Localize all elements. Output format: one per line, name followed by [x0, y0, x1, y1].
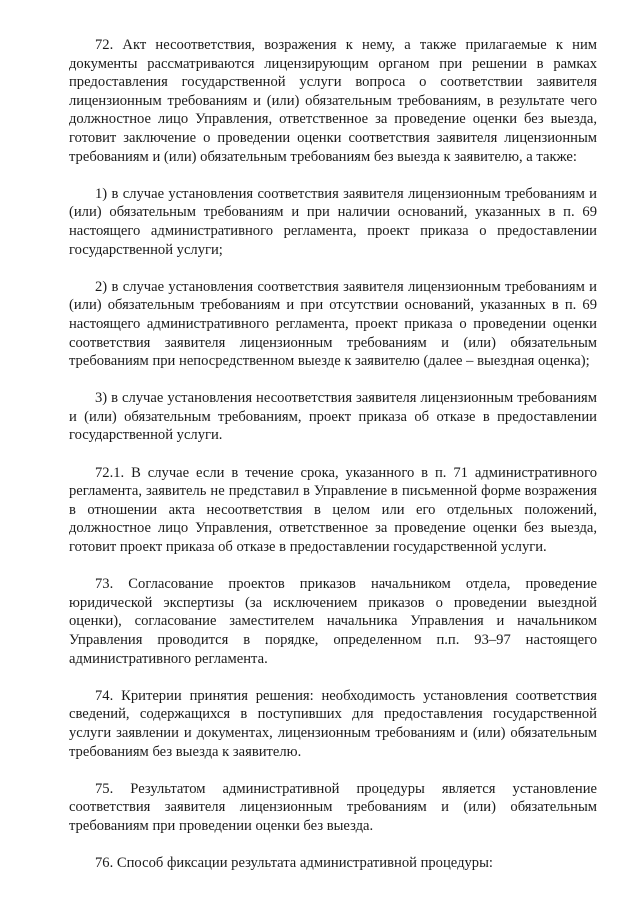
- paragraph-75: 75. Результатом административной процедуры является установление соответствия заявителя лицензионным требованиям и (или) обязательным требованиям при проведении оценки без выезда.: [69, 780, 597, 834]
- paragraph-72-item-2: 2) в случае установления соответствия заявителя лицензионным требованиям и (или) обязательным требованиям и при отсутствии оснований, указанных в п. 69 настоящего административного регламента, проект приказа о проведении оценки соответствия заявителя лицензионным требованиям и (или) обязательным требованиям при непосредственном выезде к заявителю (далее – выездная оценка);: [69, 278, 597, 370]
- paragraph-72-item-1: 1) в случае установления соответствия заявителя лицензионным требованиям и (или) обязательным требованиям и при наличии оснований, указанных в п. 69 настоящего административного регламента, проект приказа о предоставлении государственной услуги;: [69, 185, 597, 258]
- document-page: [69, 36, 597, 873]
- paragraph-72-1: 72.1. В случае если в течение срока, указанного в п. 71 административного регламента, заявитель не представил в Управление в письменной форме возражения в отношении акта несоответствия в целом или его отдельных положений, должностное лицо Управления, ответственное за проведение оценки без выезда, готовит проект приказа об отказе в предоставлении государственной услуги.: [69, 464, 597, 556]
- paragraph-72: 72. Акт несоответствия, возражения к нему, а также прилагаемые к ним документы рассматриваются лицензирующим органом при решении в рамках предоставления государственной услуги вопроса о соответствии заявителя лицензионным требованиям и (или) обязательным требованиям, в результате чего должностное лицо Управления, ответственное за проведение оценки без выезда, готовит заключение о проведении оценки соответствия заявителя лицензионным требованиям и (или) обязательным требованиям без выезда к заявителю, а также:: [69, 37, 597, 165]
- paragraph-76: 76. Способ фиксации результата административной процедуры:: [95, 855, 493, 872]
- paragraph-72-item-3: 3) в случае установления несоответствия заявителя лицензионным требованиям и (или) обязательным требованиям, проект приказа об отказе в предоставлении государственной услуги.: [69, 390, 597, 444]
- paragraph-74: 74. Критерии принятия решения: необходимость установления соответствия сведений, содержащихся в поступивших для предоставления государственной услуги заявлении и документах, лицензионным требованиям и (или) обязательным требованиям без выезда к заявителю.: [69, 687, 597, 760]
- paragraph-73: 73. Согласование проектов приказов начальником отдела, проведение юридической экспертизы (за исключением приказов о проведении выездной оценки), согласование заместителем начальника Управления и начальником Управления проводится в порядке, определенном п.п. 93–97 настоящего административного регламента.: [69, 576, 597, 667]
